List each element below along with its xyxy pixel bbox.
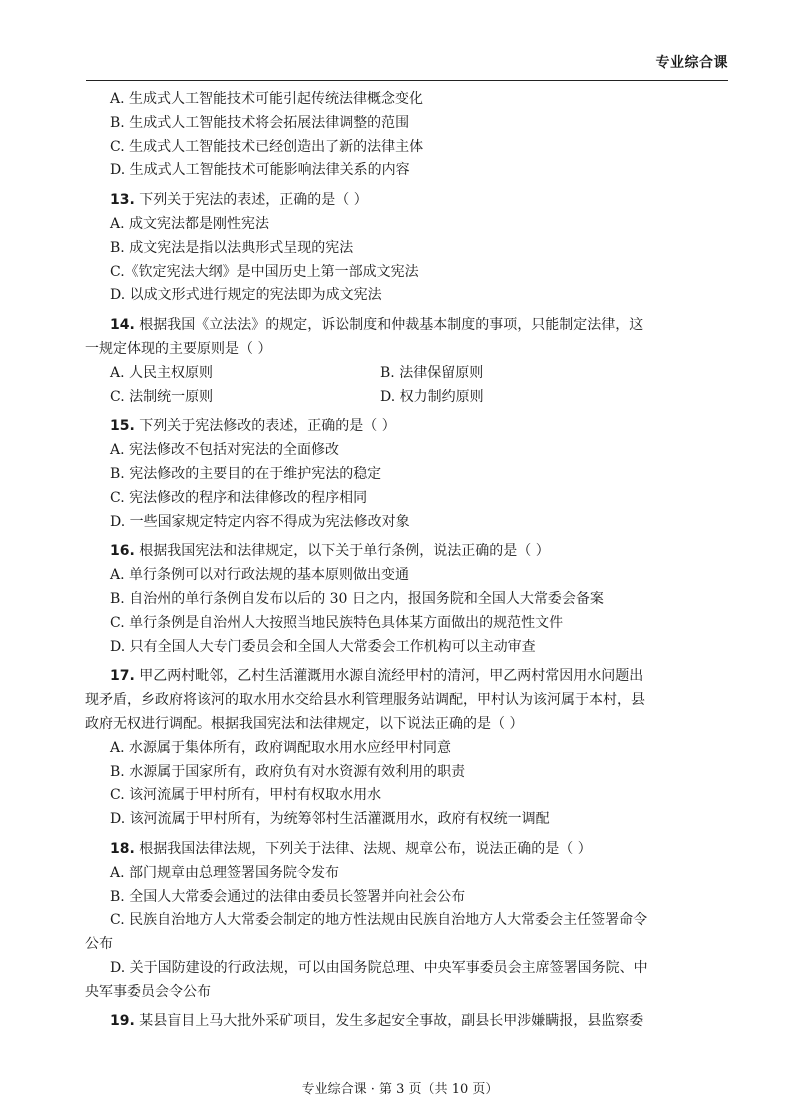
q18-option-c-2: 公布 [85,936,113,953]
q18-stem [110,838,728,862]
q16-number: 16. [110,543,135,560]
q15-option-a: A. 宪法修改不包括对宪法的全面修改 [110,442,340,459]
q13-stem [110,189,728,213]
q15-stem-text: 下列关于宪法修改的表述，正确的是（ ） [139,418,396,435]
q15-stem [110,415,728,439]
q16-option-d: D. 只有全国人大专门委员会和全国人大常委会工作机构可以主动审查 [110,638,536,655]
page-content [85,88,728,1034]
page-footer: 专业综合课 · 第 3 页（共 10 页） [301,1082,499,1097]
q15-option-c: C. 宪法修改的程序和法律修改的程序相同 [110,489,368,506]
q14-option-a: A. 人民主权原则 [110,364,214,381]
q14-stem [110,314,728,338]
q12-option-b: B. 生成式人工智能技术将会拓展法律调整的范围 [110,114,410,131]
q13-option-a: A. 成文宪法都是刚性宪法 [110,215,270,232]
q17-option-b: B. 水源属于国家所有，政府负有对水资源有效利用的职责 [110,763,466,780]
q16-option-c: C. 单行条例是自治州人大按照当地民族特色具体某方面做出的规范性文件 [110,614,564,631]
q14-options-row-2 [110,386,728,410]
q13-stem-text: 下列关于宪法的表述，正确的是（ ） [139,192,368,209]
q18-stem-text: 根据我国法律法规，下列关于法律、法规、规章公布，说法正确的是（ ） [139,840,592,857]
q19-stem [110,1010,728,1034]
q16-option-b: B. 自治州的单行条例自发布以后的 30 日之内，报国务院和全国人大常委会备案 [110,590,604,607]
q16-option-a: A. 单行条例可以对行政法规的基本原则做出变通 [110,567,410,584]
q16-stem-text: 根据我国宪法和法律规定，以下关于单行条例，说法正确的是（ ） [139,543,550,560]
q14-option-b: B. 法律保留原则 [380,364,484,381]
q15-number: 15. [110,418,135,435]
q12-option-d: D. 生成式人工智能技术可能影响法律关系的内容 [110,162,410,179]
q16-stem [110,540,728,564]
q15-option-d: D. 一些国家规定特定内容不得成为宪法修改对象 [110,513,410,530]
q17-stem-text-1: 甲乙两村毗邻，乙村生活灌溉用水源自流经甲村的清河，甲乙两村常因用水问题出 [139,668,644,685]
q17-stem [110,665,728,689]
q19-stem-text: 某县盲目上马大批外采矿项目，发生多起安全事故，副县长甲涉嫌瞒报，县监察委 [139,1013,644,1030]
q17-number: 17. [110,668,135,685]
q14-stem-text-1: 根据我国《立法法》的规定，诉讼制度和仲裁基本制度的事项，只能制定法律，这 [139,317,644,334]
q14-options-row-1 [110,362,728,386]
q14-number: 14. [110,317,135,334]
q12-option-a: A. 生成式人工智能技术可能引起传统法律概念变化 [110,91,424,107]
q14-option-d: D. 权力制约原则 [380,388,484,405]
q17-stem-text-2: 现矛盾，乡政府将该河的取水用水交给县水利管理服务站调配，甲村认为该河属于本村，县 [85,692,645,709]
q13-option-b: B. 成文宪法是指以法典形式呈现的宪法 [110,239,354,256]
q18-option-d-1: D. 关于国防建设的行政法规，可以由国务院总理、中央军事委员会主席签署国务院、中 [110,959,648,976]
q13-number: 13. [110,192,135,209]
q13-option-c: C.《钦定宪法大纲》是中国历史上第一部成文宪法 [110,263,419,280]
q19-number: 19. [110,1013,135,1030]
q18-option-b: B. 全国人大常委会通过的法律由委员长签署并向社会公布 [110,888,466,905]
q13-option-d: D. 以成文形式进行规定的宪法即为成文宪法 [110,287,382,304]
q18-option-d-2: 央军事委员会令公布 [85,983,211,1000]
q18-option-a: A. 部门规章由总理签署国务院令发布 [110,864,340,881]
q14-option-c: C. 法制统一原则 [110,388,214,405]
q17-option-c: C. 该河流属于甲村所有，甲村有权取水用水 [110,787,382,804]
q12-option-c: C. 生成式人工智能技术已经创造出了新的法律主体 [110,138,424,155]
q15-option-b: B. 宪法修改的主要目的在于维护宪法的稳定 [110,465,382,482]
q18-number: 18. [110,840,135,857]
q17-option-d: D. 该河流属于甲村所有，为统筹邻村生活灌溉用水，政府有权统一调配 [110,811,550,828]
page-header [86,0,728,81]
q17-option-a: A. 水源属于集体所有，政府调配取水用水应经甲村同意 [110,739,452,756]
q18-option-c-1: C. 民族自治地方人大常委会制定的地方性法规由民族自治地方人大常委会主任签署命令 [110,912,648,929]
q14-stem-text-2: 一规定体现的主要原则是（ ） [85,340,272,357]
header-title: 专业综合课 [655,55,728,71]
q17-stem-text-3: 政府无权进行调配。根据我国宪法和法律规定，以下说法正确的是（ ） [85,715,524,732]
